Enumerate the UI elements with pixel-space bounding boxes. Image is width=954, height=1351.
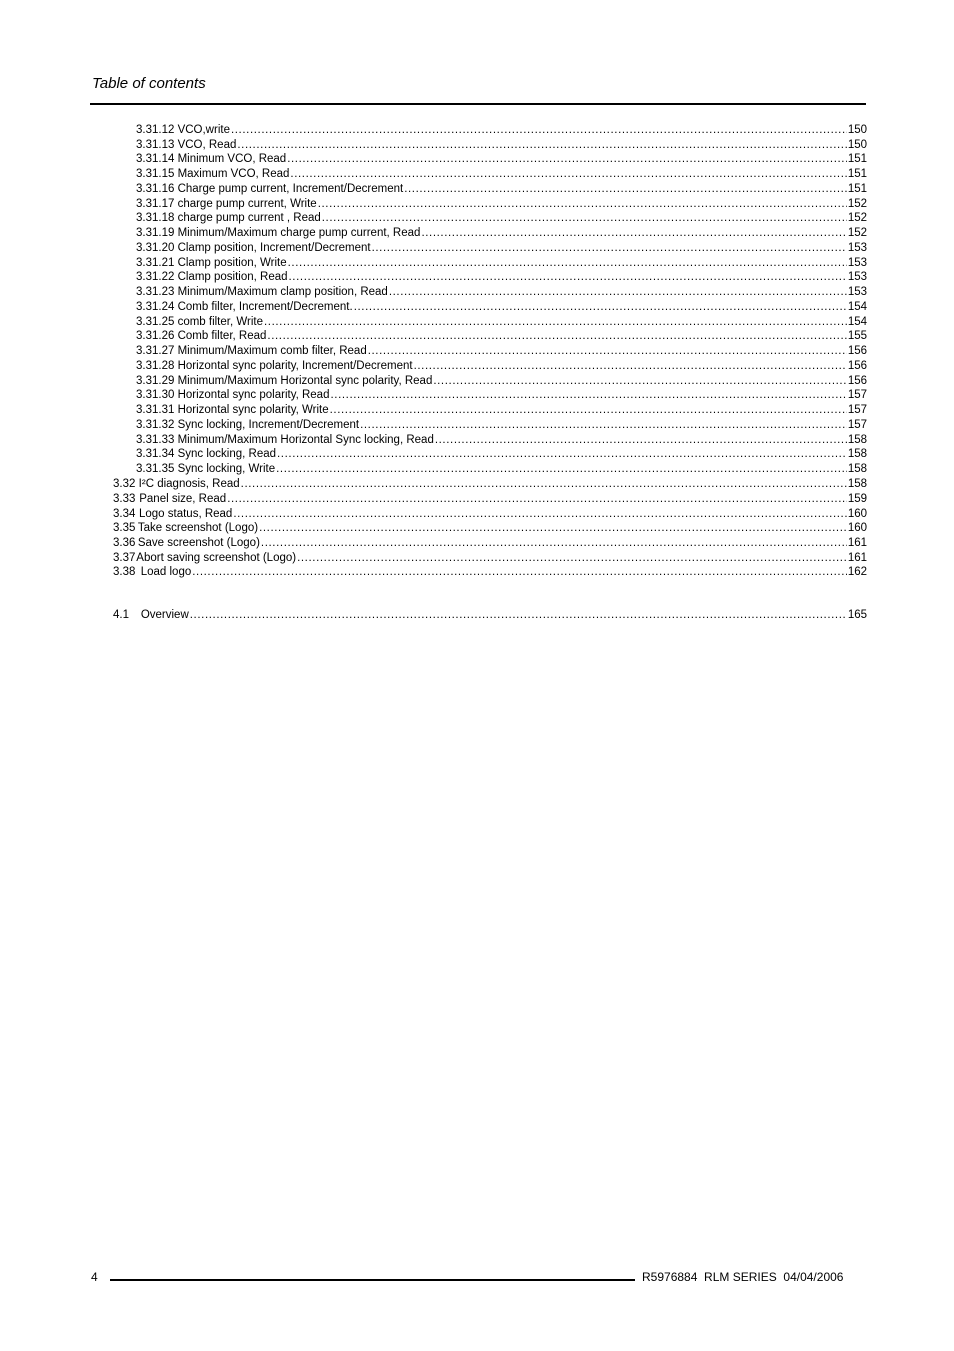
dot-leader <box>354 300 847 314</box>
header-rule <box>90 103 866 105</box>
dot-leader <box>360 418 847 432</box>
toc-entry-page: 151 <box>847 168 867 180</box>
toc-entry-title: Logo status, Read <box>138 508 233 520</box>
page-header-title: Table of contents <box>92 75 206 92</box>
toc-entry[interactable] <box>136 256 867 270</box>
footer-rule <box>110 1279 635 1281</box>
toc-entry[interactable] <box>136 300 867 314</box>
toc-entry[interactable] <box>136 374 867 388</box>
toc-entry-title: 3.31.12 VCO,write <box>136 124 230 136</box>
dot-leader <box>231 123 847 137</box>
toc-entry-page: 152 <box>847 227 867 239</box>
toc-entry-title: 3.31.23 Minimum/Maximum clamp position, Read <box>136 286 388 298</box>
toc-entry-title: 3.31.18 charge pump current , Read <box>136 212 321 224</box>
dot-leader <box>192 565 847 579</box>
toc-entry-page: 157 <box>847 404 867 416</box>
toc-entry-page: 160 <box>847 522 867 534</box>
toc-entry-title: 3.31.16 Charge pump current, Increment/Decrement <box>136 183 404 195</box>
toc-entry-page: 151 <box>847 153 867 165</box>
dot-leader <box>318 197 847 211</box>
toc-entry-title: Panel size, Read <box>139 493 227 505</box>
toc-entry-page: 156 <box>847 345 867 357</box>
dot-leader <box>277 447 847 461</box>
toc-entry-title: Take screenshot (Logo) <box>137 522 259 534</box>
dot-leader <box>227 492 847 506</box>
toc-entry-page: 158 <box>847 478 867 490</box>
toc-entry-title: 3.31.32 Sync locking, Increment/Decrement <box>136 419 360 431</box>
toc-entry-page: 154 <box>847 316 867 328</box>
toc-entry-page: 151 <box>847 183 867 195</box>
toc-entry-page: 153 <box>847 271 867 283</box>
toc-entry[interactable] <box>136 359 867 373</box>
toc-entry-page: 157 <box>847 419 867 431</box>
dot-leader <box>233 507 846 521</box>
toc-entry-page: 156 <box>847 375 867 387</box>
toc-entry[interactable] <box>136 211 867 225</box>
toc-entry-page: 152 <box>847 212 867 224</box>
footer-page-number: 4 <box>91 1270 98 1284</box>
toc-entry-number: 4.1 <box>113 609 129 621</box>
toc-entry-page: 157 <box>847 389 867 401</box>
dot-leader <box>435 433 847 447</box>
dot-leader <box>290 167 846 181</box>
toc-entry[interactable] <box>136 226 867 240</box>
toc-entry[interactable] <box>136 182 867 196</box>
toc-entry-number: 3.37 <box>113 552 136 564</box>
toc-entry-number: 3.38 <box>113 566 136 578</box>
toc-entry-title: 3.31.29 Minimum/Maximum Horizontal sync polarity, Read <box>136 375 433 387</box>
toc-entry-title: 3.31.15 Maximum VCO, Read <box>136 168 290 180</box>
toc-entry-title: 3.31.13 VCO, Read <box>136 139 237 151</box>
toc-entry[interactable] <box>136 270 867 284</box>
toc-entry-title: 3.31.24 Comb filter, Increment/Decrement. <box>136 301 353 313</box>
toc-entry-title: 3.31.26 Comb filter, Read <box>136 330 267 342</box>
toc-entry-page: 161 <box>847 537 867 549</box>
toc-entry[interactable] <box>136 167 867 181</box>
toc-entry[interactable] <box>136 329 867 343</box>
toc-entry-page: 150 <box>847 124 867 136</box>
dot-leader <box>404 182 847 196</box>
toc-entry-title: 3.31.21 Clamp position, Write <box>136 257 287 269</box>
dot-leader <box>259 521 847 535</box>
toc-entry-title: 3.31.28 Horizontal sync polarity, Increment/Decrement <box>136 360 413 372</box>
toc-entry-page: 153 <box>847 242 867 254</box>
toc-entry-title: I²C diagnosis, Read <box>138 478 240 490</box>
toc-entry[interactable] <box>136 447 867 461</box>
toc-entry[interactable] <box>136 197 867 211</box>
toc-entry-title: 3.31.22 Clamp position, Read <box>136 271 288 283</box>
dot-leader <box>297 551 847 565</box>
toc-entry-page: 155 <box>847 330 867 342</box>
toc-entry-page: 161 <box>847 552 867 564</box>
toc-entry-page: 160 <box>847 508 867 520</box>
toc-entry[interactable] <box>136 388 867 402</box>
toc-entry[interactable] <box>136 152 867 166</box>
toc-entry-title: 3.31.14 Minimum VCO, Read <box>136 153 287 165</box>
toc-entry-title: Save screenshot (Logo) <box>137 537 260 549</box>
toc-entry[interactable] <box>113 477 867 491</box>
toc-entry-title: 3.31.27 Minimum/Maximum comb filter, Read <box>136 345 367 357</box>
toc-entry-number: 3.32 <box>113 478 136 490</box>
toc-entry-page: 158 <box>847 463 867 475</box>
toc-entry-page: 156 <box>847 360 867 372</box>
dot-leader <box>421 226 846 240</box>
toc-entry[interactable] <box>113 521 867 535</box>
toc-entry-title: 3.31.25 comb filter, Write <box>136 316 263 328</box>
toc-entry[interactable] <box>136 315 867 329</box>
footer-doc-info: R5976884 RLM SERIES 04/04/2006 <box>642 1270 844 1284</box>
dot-leader <box>389 285 847 299</box>
dot-leader <box>330 388 846 402</box>
dot-leader <box>433 374 846 388</box>
dot-leader <box>330 403 847 417</box>
toc-entry-title: Overview <box>140 609 189 621</box>
dot-leader <box>322 211 847 225</box>
toc-entry[interactable] <box>136 138 867 152</box>
dot-leader <box>190 608 847 622</box>
dot-leader <box>414 359 847 373</box>
dot-leader <box>372 241 847 255</box>
toc-entry-page: 154 <box>847 301 867 313</box>
toc-entry-title: 3.31.35 Sync locking, Write <box>136 463 276 475</box>
toc-entry-title: 3.31.20 Clamp position, Increment/Decrement <box>136 242 371 254</box>
toc-entry-page: 162 <box>847 566 867 578</box>
toc-entry-title: 3.31.34 Sync locking, Read <box>136 448 277 460</box>
toc-entry-page: 158 <box>847 434 867 446</box>
toc-entry[interactable] <box>136 123 867 137</box>
toc-entry-page: 153 <box>847 257 867 269</box>
dot-leader <box>264 315 847 329</box>
toc-entry[interactable] <box>136 344 867 358</box>
toc-entry[interactable] <box>113 536 867 550</box>
toc-entry[interactable] <box>136 433 867 447</box>
toc-entry-number: 3.34 <box>113 508 136 520</box>
dot-leader <box>287 152 847 166</box>
toc-entry-page: 153 <box>847 286 867 298</box>
dot-leader <box>267 329 846 343</box>
toc-entry-number: 3.36 <box>113 537 136 549</box>
toc-entry[interactable] <box>136 285 867 299</box>
toc-entry-title: 3.31.33 Minimum/Maximum Horizontal Sync locking, Read <box>136 434 434 446</box>
toc-entry-title: 3.31.19 Minimum/Maximum charge pump current, Read <box>136 227 421 239</box>
toc-entry-page: 150 <box>847 139 867 151</box>
dot-leader <box>368 344 847 358</box>
toc-entry-page: 165 <box>847 609 867 621</box>
toc-entry-title: 3.31.17 charge pump current, Write <box>136 198 317 210</box>
toc-entry-title: Load logo <box>140 566 192 578</box>
toc-entry[interactable] <box>113 492 867 506</box>
toc-entry[interactable] <box>113 565 867 579</box>
dot-leader <box>237 138 846 152</box>
dot-leader <box>289 270 847 284</box>
toc-entry[interactable] <box>136 462 867 476</box>
toc-entry-title: 3.31.30 Horizontal sync polarity, Read <box>136 389 330 401</box>
toc-entry-title: 3.31.31 Horizontal sync polarity, Write <box>136 404 329 416</box>
toc-entry[interactable] <box>113 608 867 622</box>
dot-leader <box>241 477 847 491</box>
toc-entry-page: 159 <box>847 493 867 505</box>
toc-entry-title: Abort saving screenshot (Logo) <box>136 552 297 564</box>
dot-leader <box>276 462 847 476</box>
toc-entry[interactable] <box>136 418 867 432</box>
dot-leader <box>288 256 847 270</box>
toc-entry-number: 3.35 <box>113 522 136 534</box>
toc-entry[interactable] <box>113 551 867 565</box>
toc-entry-page: 158 <box>847 448 867 460</box>
toc-entry[interactable] <box>136 241 867 255</box>
toc-entry[interactable] <box>113 507 867 521</box>
toc-entry-number: 3.33 <box>113 493 136 505</box>
toc-entry-page: 152 <box>847 198 867 210</box>
toc-entry[interactable] <box>136 403 867 417</box>
dot-leader <box>261 536 847 550</box>
